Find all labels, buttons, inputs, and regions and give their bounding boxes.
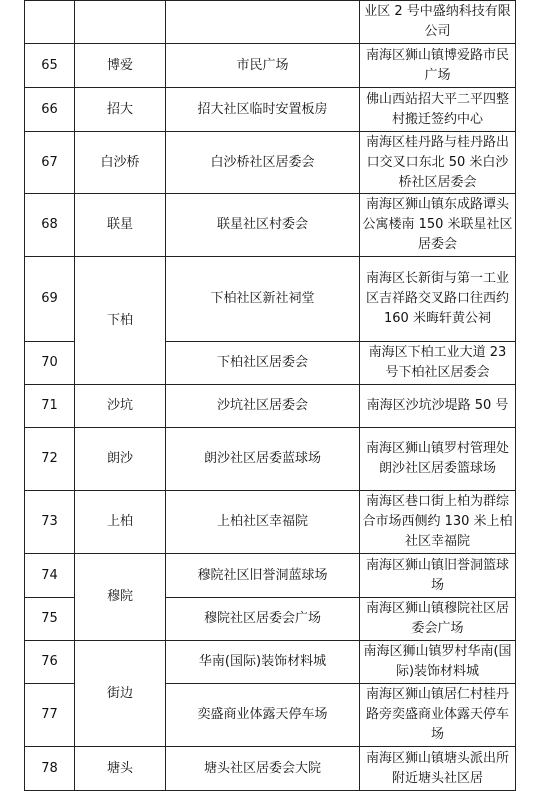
community-name: 招大 <box>75 88 166 132</box>
site-name: 招大社区临时安置板房 <box>166 88 360 132</box>
community-name: 上柏 <box>75 491 166 554</box>
site-name: 上柏社区幸福院 <box>166 491 360 554</box>
site-address: 南海区狮山镇罗村管理处朗沙社区居委篮球场 <box>360 428 516 491</box>
community-name: 沙坑 <box>75 385 166 428</box>
table-row <box>25 88 516 132</box>
table-row <box>25 491 516 554</box>
site-address: 南海区狮山镇穆院社区居委会广场 <box>360 598 516 641</box>
site-name: 市民广场 <box>166 44 360 88</box>
row-number: 76 <box>25 641 75 684</box>
site-address: 南海区狮山镇居仁村桂丹路旁奕盛商业体露天停车场 <box>360 684 516 747</box>
site-address: 南海区长新街与第一工业区吉祥路交叉路口往西约 160 米晦轩黄公祠 <box>360 257 516 342</box>
site-name <box>166 1 360 44</box>
row-number: 69 <box>25 257 75 342</box>
site-address: 南海区狮山镇旧誉洞篮球场 <box>360 554 516 598</box>
community-name: 白沙桥 <box>75 132 166 194</box>
community-name: 朗沙 <box>75 428 166 491</box>
site-address: 南海区狮山镇东成路谭头公寓楼南 150 米联星社区居委会 <box>360 194 516 257</box>
row-number: 74 <box>25 554 75 598</box>
community-name: 下柏 <box>75 257 166 385</box>
table-row <box>25 554 516 598</box>
site-name: 塘头社区居委会大院 <box>166 747 360 791</box>
site-name: 穆院社区居委会广场 <box>166 598 360 641</box>
site-name: 朗沙社区居委蓝球场 <box>166 428 360 491</box>
table-row <box>25 385 516 428</box>
row-number <box>25 1 75 44</box>
site-name: 华南(国际)装饰材料城 <box>166 641 360 684</box>
row-number: 77 <box>25 684 75 747</box>
row-number: 67 <box>25 132 75 194</box>
site-name: 沙坑社区居委会 <box>166 385 360 428</box>
table-row <box>25 428 516 491</box>
community-name: 塘头 <box>75 747 166 791</box>
table-row <box>25 1 516 44</box>
row-number: 66 <box>25 88 75 132</box>
community-name: 联星 <box>75 194 166 257</box>
site-address: 业区 2 号中盛纳科技有限公司 <box>360 1 516 44</box>
site-name: 下柏社区新社祠堂 <box>166 257 360 342</box>
site-address: 南海区桂丹路与桂丹路出口交叉口东北 50 米白沙桥社区居委会 <box>360 132 516 194</box>
row-number: 78 <box>25 747 75 791</box>
site-address: 南海区狮山镇罗村华南(国际)装饰材料城 <box>360 641 516 684</box>
site-name: 奕盛商业体露天停车场 <box>166 684 360 747</box>
site-name: 穆院社区旧誉洞蓝球场 <box>166 554 360 598</box>
table-row <box>25 194 516 257</box>
site-address: 南海区沙坑沙堤路 50 号 <box>360 385 516 428</box>
community-name <box>75 1 166 44</box>
row-number: 68 <box>25 194 75 257</box>
sites-table <box>24 0 516 791</box>
site-name: 白沙桥社区居委会 <box>166 132 360 194</box>
row-number: 75 <box>25 598 75 641</box>
site-address: 南海区狮山镇博爱路市民广场 <box>360 44 516 88</box>
community-name: 街边 <box>75 641 166 747</box>
site-address: 南海区巷口街上柏为群综合市场西侧约 130 米上柏社区幸福院 <box>360 491 516 554</box>
site-address: 南海区下柏工业大道 23 号下柏社区居委会 <box>360 342 516 385</box>
row-number: 70 <box>25 342 75 385</box>
site-name: 下柏社区居委会 <box>166 342 360 385</box>
table-row <box>25 641 516 684</box>
table-row <box>25 257 516 342</box>
community-name: 博爱 <box>75 44 166 88</box>
row-number: 72 <box>25 428 75 491</box>
row-number: 65 <box>25 44 75 88</box>
site-address: 佛山西站招大平二平四整村搬迁签约中心 <box>360 88 516 132</box>
site-address: 南海区狮山镇塘头派出所附近塘头社区居 <box>360 747 516 791</box>
table-row <box>25 132 516 194</box>
row-number: 73 <box>25 491 75 554</box>
community-name: 穆院 <box>75 554 166 641</box>
row-number: 71 <box>25 385 75 428</box>
site-name: 联星社区村委会 <box>166 194 360 257</box>
table-row <box>25 44 516 88</box>
